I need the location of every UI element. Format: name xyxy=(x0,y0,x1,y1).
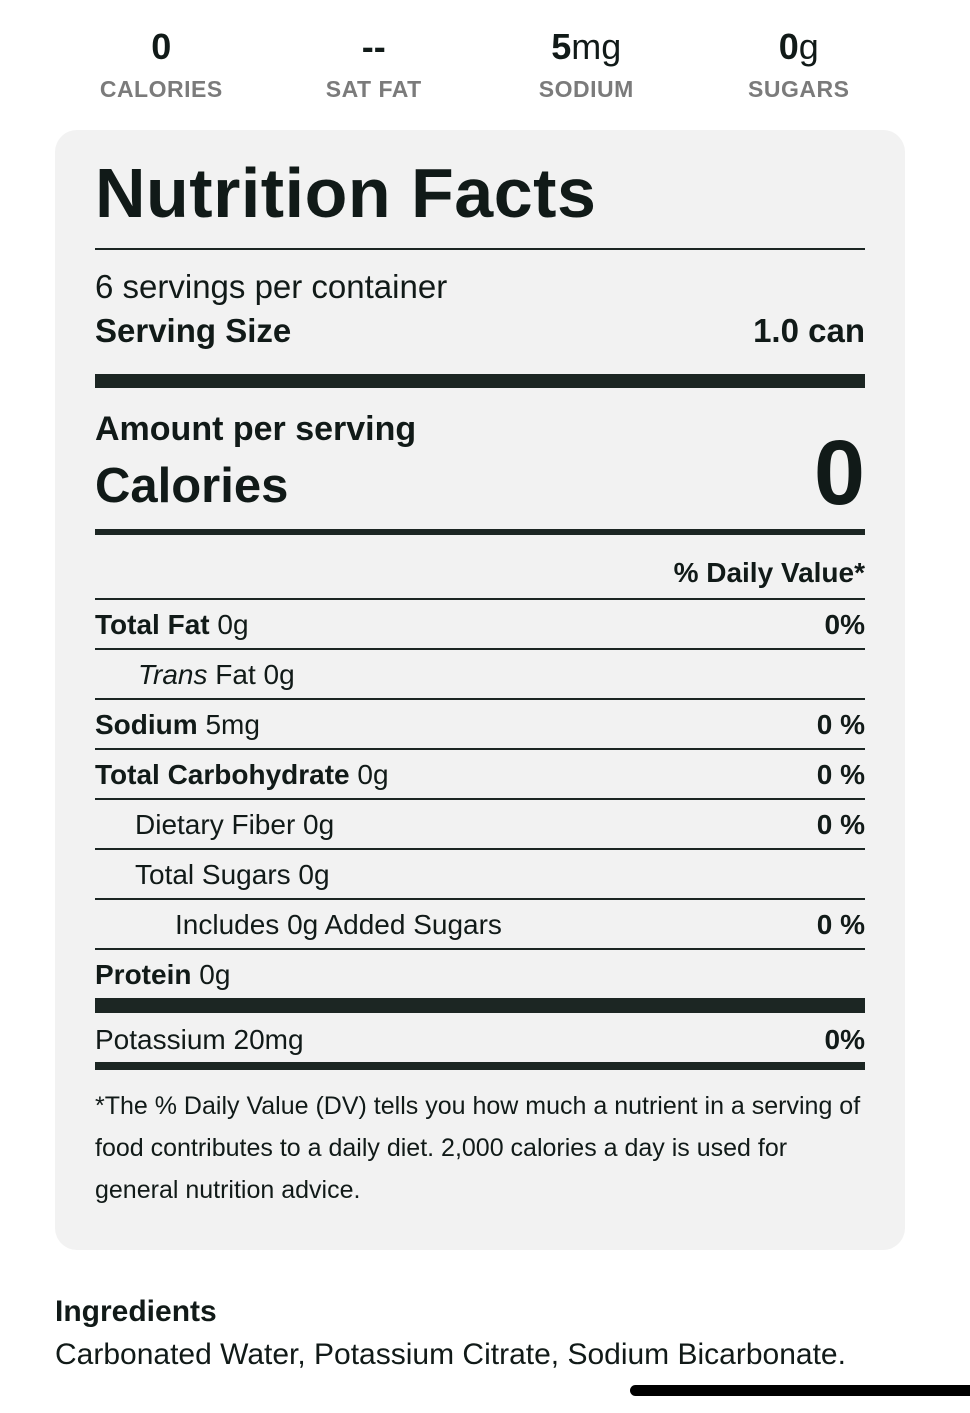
row-total-fat-text xyxy=(95,607,249,643)
row-added-sugars xyxy=(95,900,865,950)
divider-thick xyxy=(95,374,865,388)
summary-calories-label: CALORIES xyxy=(99,76,223,102)
row-potassium xyxy=(95,1015,865,1065)
row-total-sugars xyxy=(95,850,865,900)
divider-medium xyxy=(95,529,865,535)
nutrition-facts-title: Nutrition Facts xyxy=(95,154,597,232)
trans-fat-label: Fat xyxy=(215,659,256,690)
total-carbohydrate-label: Total Carbohydrate xyxy=(95,759,350,790)
row-protein-text xyxy=(95,957,230,993)
divider-thin xyxy=(95,248,865,250)
sodium-amount: 5mg xyxy=(205,709,260,740)
summary-sat-fat-label: SAT FAT xyxy=(325,76,422,102)
summary-sodium-number: 5 xyxy=(551,26,572,67)
dietary-fiber-dv: 0 % xyxy=(816,809,865,840)
daily-value-footnote: *The % Daily Value (DV) tells you how much a nutrient in a serving of food contributes to a daily diet. 2,000 calories a day is used for general nutrition advice. xyxy=(95,1092,861,1204)
summary-sodium-value xyxy=(480,22,693,72)
home-indicator[interactable] xyxy=(630,1385,970,1396)
summary-sat-fat-number: -- xyxy=(361,26,386,67)
divider-medium xyxy=(95,1062,865,1070)
potassium-dv: 0% xyxy=(824,1024,865,1055)
calories-value: 0 xyxy=(813,422,865,524)
row-sodium-text xyxy=(95,707,260,743)
nutrition-facts-panel xyxy=(55,130,905,1250)
row-total-carbohydrate-text xyxy=(95,757,389,793)
summary-calories-number: 0 xyxy=(151,26,172,67)
protein-amount: 0g xyxy=(199,959,231,990)
summary-sugars-unit: g xyxy=(798,26,819,67)
row-total-sugars-text xyxy=(135,857,330,893)
daily-value-header: % Daily Value* xyxy=(673,557,865,588)
trans-fat-amount: 0g xyxy=(263,659,295,690)
summary-calories-value xyxy=(55,22,268,72)
row-potassium-text xyxy=(95,1022,304,1058)
total-carbohydrate-dv: 0 % xyxy=(816,759,865,790)
summary-sugars-label: SUGARS xyxy=(748,76,850,102)
potassium-label: Potassium xyxy=(95,1024,226,1055)
row-protein xyxy=(95,950,865,1000)
row-dietary-fiber-text xyxy=(135,807,334,843)
total-fat-amount: 0g xyxy=(217,609,249,640)
ingredients-heading: Ingredients xyxy=(55,1295,217,1328)
sodium-dv: 0 % xyxy=(816,709,865,740)
row-dietary-fiber xyxy=(95,800,865,850)
summary-sat-fat-value xyxy=(268,22,481,72)
divider-thick xyxy=(95,998,865,1013)
row-trans-fat xyxy=(95,650,865,700)
row-sodium xyxy=(95,700,865,750)
summary-sat-fat xyxy=(268,22,481,112)
added-sugars-dv: 0 % xyxy=(816,909,865,940)
protein-label: Protein xyxy=(95,959,192,990)
sodium-label: Sodium xyxy=(95,709,198,740)
calories-label: Calories xyxy=(95,459,289,513)
added-sugars-label: Includes 0g Added Sugars xyxy=(175,909,502,940)
row-total-fat xyxy=(95,600,865,650)
total-sugars-amount: 0g xyxy=(298,859,330,890)
potassium-amount: 20mg xyxy=(233,1024,304,1055)
servings-per-container: 6 servings per container xyxy=(95,268,448,305)
amount-per-serving: Amount per serving xyxy=(95,410,417,448)
row-total-carbohydrate xyxy=(95,750,865,800)
row-trans-fat-text xyxy=(138,657,295,693)
dietary-fiber-label: Dietary Fiber xyxy=(135,809,296,840)
summary-sugars xyxy=(693,22,906,112)
total-sugars-label: Total Sugars xyxy=(135,859,291,890)
ingredients-list: Carbonated Water, Potassium Citrate, Sodium Bicarbonate. xyxy=(55,1338,846,1371)
summary-sodium xyxy=(480,22,693,112)
nutrition-summary xyxy=(55,22,905,112)
dietary-fiber-amount: 0g xyxy=(303,809,335,840)
summary-calories xyxy=(55,22,268,112)
serving-size-label: Serving Size xyxy=(95,312,292,349)
summary-sugars-value xyxy=(693,22,906,72)
total-fat-label: Total Fat xyxy=(95,609,210,640)
trans-fat-label-italic: Trans xyxy=(138,659,208,690)
total-carbohydrate-amount: 0g xyxy=(357,759,389,790)
summary-sodium-label: SODIUM xyxy=(538,76,634,102)
summary-sodium-unit: mg xyxy=(571,26,622,67)
summary-sugars-number: 0 xyxy=(778,26,799,67)
total-fat-dv: 0% xyxy=(824,609,865,640)
serving-size-value: 1.0 can xyxy=(753,312,865,349)
serving-size-row xyxy=(95,311,865,351)
